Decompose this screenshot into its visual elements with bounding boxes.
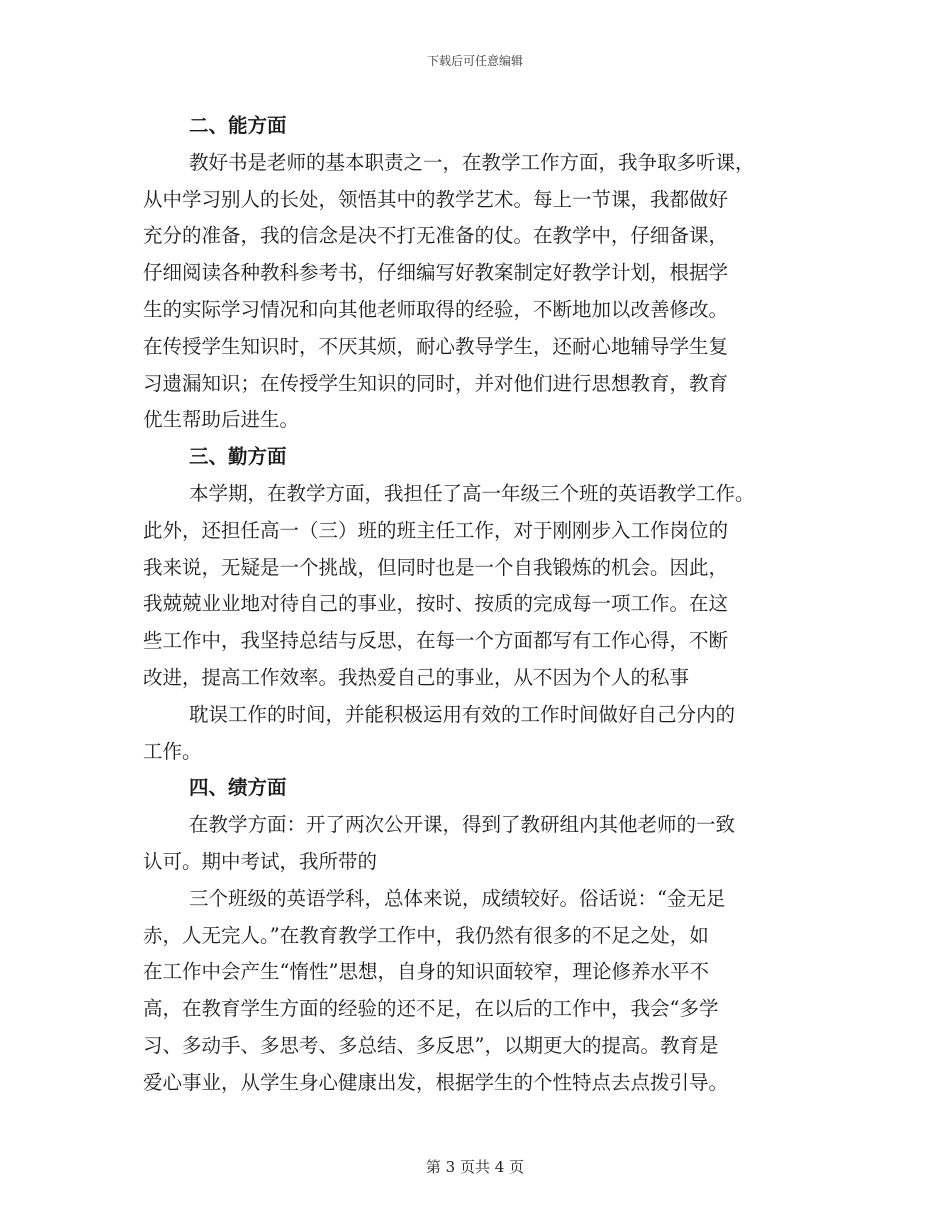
paragraph-line: 教好书是老师的基本职责之一，在教学工作方面，我争取多听课， — [189, 150, 755, 174]
paragraph-line: 仔细阅读各种教科参考书，仔细编写好教案制定好教学计划，根据学 — [143, 261, 729, 285]
paragraph-line: 在工作中会产生“惰性”思想，自身的知识面较窄，理论修养水平不 — [143, 960, 709, 984]
paragraph-line: 从中学习别人的长处，领悟其中的教学艺术。每上一节课，我都做好 — [143, 187, 729, 211]
paragraph-line: 在教学方面：开了两次公开课，得到了教研组内其他老师的一致 — [189, 813, 736, 837]
paragraph-line: 我来说，无疑是一个挑战，但同时也是一个自我锻炼的机会。因此， — [143, 555, 729, 579]
section-heading: 四、绩方面 — [189, 776, 287, 800]
paragraph-line: 爱心事业，从学生身心健康出发，根据学生的个性特点去点拨引导。 — [143, 1070, 729, 1094]
paragraph-line: 本学期，在教学方面，我担任了高一年级三个班的英语教学工作。 — [189, 481, 755, 505]
paragraph-line: 工作。 — [143, 739, 202, 763]
page-header: 下载后可任意编辑 — [426, 54, 523, 68]
paragraph-line: 此外，还担任高一（三）班的班主任工作，对于刚刚步入工作岗位的 — [143, 518, 729, 542]
paragraph-line: 在传授学生知识时，不厌其烦，耐心教导学生，还耐心地辅导学生复 — [143, 334, 729, 358]
paragraph-line: 生的实际学习情况和向其他老师取得的经验，不断地加以改善修改。 — [143, 297, 729, 321]
paragraph-line: 高，在教育学生方面的经验的还不足，在以后的工作中，我会“多学 — [143, 997, 719, 1021]
paragraph-line: 赤，人无完人。”在教育教学工作中，我仍然有很多的不足之处，如 — [143, 923, 709, 947]
paragraph-line: 我兢兢业业地对待自己的事业，按时、按质的完成每一项工作。在这 — [143, 592, 729, 616]
section-heading: 二、能方面 — [189, 114, 287, 137]
page-footer: 第 3 页共 4 页 — [425, 1158, 525, 1176]
paragraph-line: 三个班级的英语学科，总体来说，成绩较好。俗话说：“金无足 — [189, 886, 726, 910]
paragraph-line: 优生帮助后进生。 — [143, 408, 300, 432]
paragraph-line: 充分的准备，我的信念是决不打无准备的仗。在教学中，仔细备课， — [143, 224, 729, 248]
paragraph-line: 耽误工作的时间，并能积极运用有效的工作时间做好自己分内的 — [189, 702, 736, 726]
paragraph-line: 习、多动手、多思考、多总结、多反思”，以期更大的提高。教育是 — [143, 1033, 719, 1057]
document-body — [143, 108, 823, 1102]
paragraph-line: 改进，提高工作效率。我热爱自己的事业，从不因为个人的私事 — [143, 665, 690, 689]
paragraph-line: 认可。期中考试，我所带的 — [143, 849, 378, 873]
section-heading: 三、勤方面 — [189, 445, 287, 469]
paragraph-line: 习遗漏知识；在传授学生知识的同时，并对他们进行思想教育，教育 — [143, 371, 729, 395]
paragraph-line: 些工作中，我坚持总结与反思，在每一个方面都写有工作心得，不断 — [143, 629, 729, 653]
